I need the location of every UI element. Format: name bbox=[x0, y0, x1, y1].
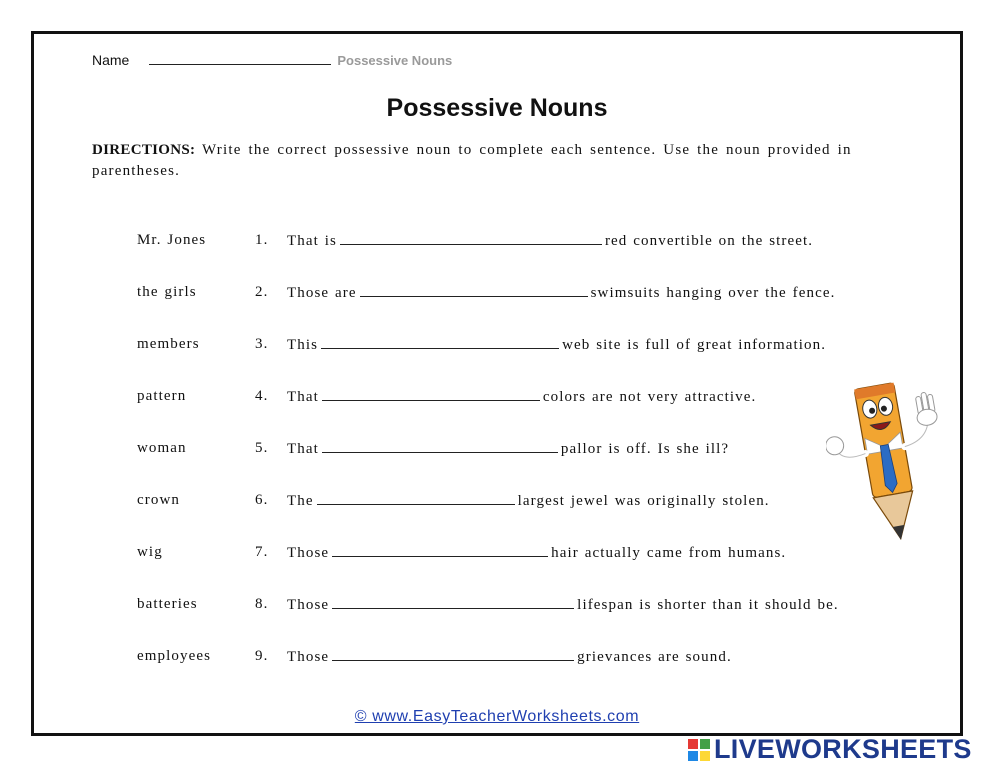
item-noun: employees bbox=[137, 648, 212, 664]
sentence-start: That bbox=[287, 441, 319, 457]
item-number: 5. bbox=[255, 440, 269, 456]
item-noun: the girls bbox=[137, 284, 197, 300]
brand-footer bbox=[688, 734, 972, 765]
item-noun: members bbox=[137, 336, 200, 352]
question-item bbox=[34, 232, 894, 254]
name-input-line[interactable] bbox=[149, 50, 331, 65]
item-sentence bbox=[287, 492, 770, 510]
item-number: 2. bbox=[255, 284, 269, 300]
item-noun: woman bbox=[137, 440, 187, 456]
question-item bbox=[34, 492, 894, 514]
name-row bbox=[92, 50, 452, 68]
brand-name[interactable]: LIVEWORKSHEETS bbox=[714, 734, 972, 764]
liveworksheets-logo-icon bbox=[688, 739, 710, 761]
item-number: 8. bbox=[255, 596, 269, 612]
sentence-end: red convertible on the street. bbox=[604, 233, 814, 249]
footer bbox=[34, 708, 960, 726]
item-number: 9. bbox=[255, 648, 269, 664]
question-item bbox=[34, 388, 894, 410]
item-sentence bbox=[287, 648, 732, 666]
item-sentence bbox=[287, 336, 826, 354]
answer-blank[interactable] bbox=[322, 440, 558, 453]
item-sentence bbox=[287, 284, 835, 302]
page-title: Possessive Nouns bbox=[386, 94, 608, 122]
directions-label: DIRECTIONS: bbox=[92, 142, 196, 158]
item-sentence bbox=[287, 596, 839, 614]
sentence-end: lifespan is shorter than it should be. bbox=[577, 597, 839, 613]
item-number: 7. bbox=[255, 544, 269, 560]
item-sentence bbox=[287, 440, 729, 458]
item-sentence bbox=[287, 232, 813, 250]
answer-blank[interactable] bbox=[332, 648, 574, 661]
item-number: 4. bbox=[255, 388, 269, 404]
answer-blank[interactable] bbox=[321, 336, 559, 349]
item-noun: crown bbox=[137, 492, 180, 508]
sentence-start: Those bbox=[287, 597, 330, 613]
sentence-start: Those bbox=[287, 545, 330, 561]
answer-blank[interactable] bbox=[322, 388, 540, 401]
item-noun: wig bbox=[137, 544, 163, 560]
question-item bbox=[34, 336, 894, 358]
sentence-end: pallor is off. Is she ill? bbox=[560, 441, 730, 457]
answer-blank[interactable] bbox=[340, 232, 602, 245]
sentence-start: That is bbox=[287, 233, 337, 249]
question-item bbox=[34, 440, 894, 462]
sentence-start: This bbox=[287, 337, 319, 353]
item-noun: Mr. Jones bbox=[137, 232, 207, 248]
directions-text: Write the correct possessive noun to complete each sentence. Use the noun provided in parentheses. bbox=[92, 142, 852, 179]
worksheet-frame bbox=[31, 31, 963, 736]
directions bbox=[92, 140, 872, 182]
question-item bbox=[34, 284, 894, 306]
sentence-start: That bbox=[287, 389, 319, 405]
sentence-start: The bbox=[287, 493, 314, 509]
sentence-end: swimsuits hanging over the fence. bbox=[590, 285, 836, 301]
question-item bbox=[34, 648, 894, 670]
sentence-end: colors are not very attractive. bbox=[542, 389, 757, 405]
source-link[interactable]: © www.EasyTeacherWorksheets.com bbox=[354, 708, 640, 725]
item-number: 6. bbox=[255, 492, 269, 508]
item-sentence bbox=[287, 544, 786, 562]
sentence-end: hair actually came from humans. bbox=[551, 545, 787, 561]
sentence-start: Those bbox=[287, 649, 330, 665]
name-label: Name bbox=[92, 52, 130, 68]
item-sentence bbox=[287, 388, 756, 406]
pencil-mascot-icon bbox=[826, 355, 946, 555]
sentence-start: Those are bbox=[287, 285, 357, 301]
item-number: 3. bbox=[255, 336, 269, 352]
question-item bbox=[34, 596, 894, 618]
sentence-end: largest jewel was originally stolen. bbox=[517, 493, 770, 509]
header-topic: Possessive Nouns bbox=[337, 53, 453, 68]
answer-blank[interactable] bbox=[332, 596, 574, 609]
answer-blank[interactable] bbox=[360, 284, 588, 297]
item-noun: pattern bbox=[137, 388, 187, 404]
answer-blank[interactable] bbox=[317, 492, 515, 505]
sentence-end: grievances are sound. bbox=[577, 649, 732, 665]
question-item bbox=[34, 544, 894, 566]
sentence-end: web site is full of great information. bbox=[562, 337, 827, 353]
item-number: 1. bbox=[255, 232, 269, 248]
item-noun: batteries bbox=[137, 596, 198, 612]
answer-blank[interactable] bbox=[332, 544, 548, 557]
